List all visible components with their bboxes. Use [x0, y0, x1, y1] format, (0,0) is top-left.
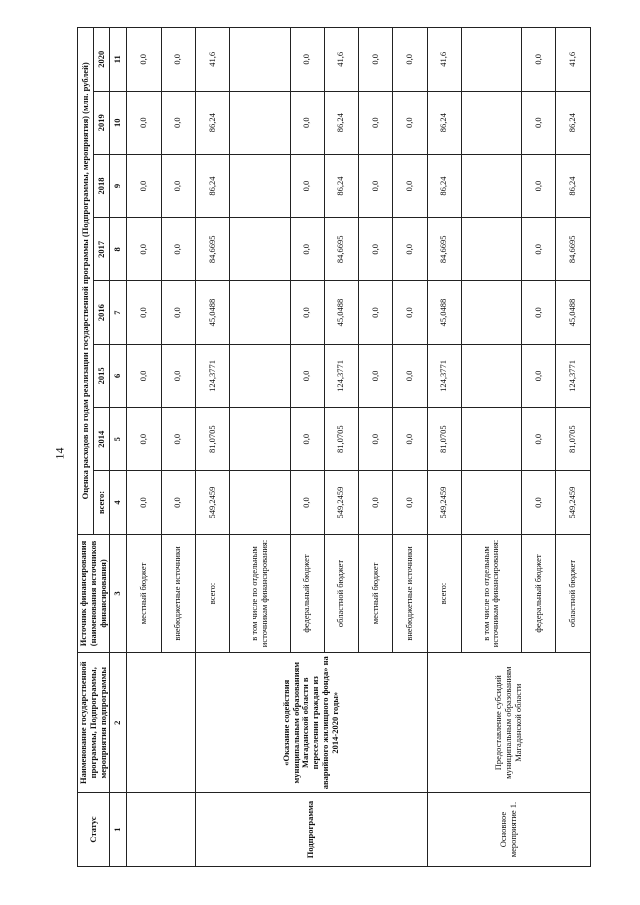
subprogram-status: Подпрограмма — [195, 793, 427, 867]
value-2015: 0,0 — [522, 344, 556, 407]
header-year: 2020 — [94, 28, 110, 92]
column-number: 9 — [110, 154, 127, 217]
value-2017: 84,6695 — [324, 218, 358, 281]
budget-table — [77, 27, 591, 867]
continued-status-cell — [127, 793, 196, 867]
value-total — [461, 471, 521, 534]
value-2019: 86,24 — [427, 91, 461, 154]
value-2018: 0,0 — [127, 154, 161, 217]
header-year: 2014 — [94, 408, 110, 471]
value-2020 — [461, 28, 521, 92]
value-2018 — [230, 154, 290, 217]
header-name: Наименование государственной программы, Подпрограммы, мероприятия подпрограммы — [78, 653, 110, 793]
value-2020: 0,0 — [161, 28, 195, 92]
value-2019 — [230, 91, 290, 154]
source-cell: внебюджетные источники — [161, 534, 195, 653]
value-2016: 45,0488 — [195, 281, 229, 344]
value-2016: 45,0488 — [556, 281, 590, 344]
table-row — [127, 28, 161, 867]
measure-status: Основное мероприятие 1. — [427, 793, 590, 867]
source-cell: в том числе по отдельным источникам финансирования: — [230, 534, 290, 653]
value-total: 549,2459 — [195, 471, 229, 534]
value-2014: 81,0705 — [195, 408, 229, 471]
source-cell: федеральный бюджет — [290, 534, 324, 653]
value-2018: 0,0 — [522, 154, 556, 217]
value-2014 — [230, 408, 290, 471]
value-2014: 81,0705 — [427, 408, 461, 471]
value-2018: 0,0 — [290, 154, 324, 217]
value-2018: 0,0 — [393, 154, 427, 217]
value-2015: 0,0 — [359, 344, 393, 407]
value-2017: 0,0 — [393, 218, 427, 281]
header-row-1 — [78, 28, 94, 867]
value-2018: 86,24 — [324, 154, 358, 217]
value-2016: 0,0 — [522, 281, 556, 344]
page-number: 14 — [52, 447, 67, 460]
value-2019: 0,0 — [127, 91, 161, 154]
value-2014 — [461, 408, 521, 471]
value-total: 0,0 — [127, 471, 161, 534]
value-2019: 86,24 — [324, 91, 358, 154]
value-total: 549,2459 — [324, 471, 358, 534]
value-2017 — [230, 218, 290, 281]
value-2020: 0,0 — [127, 28, 161, 92]
value-2017: 0,0 — [359, 218, 393, 281]
value-2014: 0,0 — [290, 408, 324, 471]
value-2014: 0,0 — [522, 408, 556, 471]
value-2018 — [461, 154, 521, 217]
value-2020: 0,0 — [359, 28, 393, 92]
value-2016: 0,0 — [290, 281, 324, 344]
value-2015: 0,0 — [127, 344, 161, 407]
header-year: 2017 — [94, 218, 110, 281]
value-2019: 86,24 — [195, 91, 229, 154]
value-2015 — [230, 344, 290, 407]
value-2018: 86,24 — [427, 154, 461, 217]
value-2015: 124,3771 — [556, 344, 590, 407]
column-number: 2 — [110, 653, 127, 793]
value-2016: 45,0488 — [427, 281, 461, 344]
value-2018: 86,24 — [556, 154, 590, 217]
value-2016: 0,0 — [161, 281, 195, 344]
value-2017: 84,6695 — [195, 218, 229, 281]
value-2016: 0,0 — [127, 281, 161, 344]
continued-name-cell — [127, 653, 196, 793]
column-number: 1 — [110, 793, 127, 867]
source-cell: федеральный бюджет — [522, 534, 556, 653]
source-cell: внебюджетные источники — [393, 534, 427, 653]
value-2017: 0,0 — [522, 218, 556, 281]
value-2019: 0,0 — [359, 91, 393, 154]
value-2020: 0,0 — [290, 28, 324, 92]
value-2015: 0,0 — [393, 344, 427, 407]
value-2016 — [461, 281, 521, 344]
value-2020: 41,6 — [556, 28, 590, 92]
header-total: всего: — [94, 471, 110, 534]
header-year: 2016 — [94, 281, 110, 344]
value-2017: 0,0 — [161, 218, 195, 281]
column-number: 10 — [110, 91, 127, 154]
table-row — [195, 28, 229, 867]
value-total: 0,0 — [161, 471, 195, 534]
column-number: 6 — [110, 344, 127, 407]
column-number: 5 — [110, 408, 127, 471]
value-2015: 124,3771 — [427, 344, 461, 407]
value-2014: 0,0 — [127, 408, 161, 471]
source-cell: всего: — [427, 534, 461, 653]
value-2017: 0,0 — [290, 218, 324, 281]
value-2019: 0,0 — [161, 91, 195, 154]
value-2019 — [461, 91, 521, 154]
value-2019: 86,24 — [556, 91, 590, 154]
header-year: 2015 — [94, 344, 110, 407]
rotated-table-wrapper — [77, 27, 584, 867]
value-2017: 84,6695 — [556, 218, 590, 281]
measure-name: Предоставление субсидий муниципальным образованиям Магаданской области — [427, 653, 590, 793]
column-number: 4 — [110, 471, 127, 534]
source-cell: областной бюджет — [556, 534, 590, 653]
source-cell: местный бюджет — [359, 534, 393, 653]
value-2017: 0,0 — [127, 218, 161, 281]
column-number: 7 — [110, 281, 127, 344]
value-2020: 0,0 — [393, 28, 427, 92]
source-cell: всего: — [195, 534, 229, 653]
header-estimate: Оценка расходов по годам реализации государственной программы (Подпрограммы, мероприятия) (млн. рублей) — [78, 28, 94, 535]
value-2014: 0,0 — [393, 408, 427, 471]
source-cell: областной бюджет — [324, 534, 358, 653]
value-2014: 81,0705 — [324, 408, 358, 471]
value-2016: 45,0488 — [324, 281, 358, 344]
value-total — [230, 471, 290, 534]
subprogram-name: «Оказание содействия муниципальным образованиям Магаданской области в переселении граждан из аварийного жилищного фонда» на 2014-2020 годы» — [195, 653, 427, 793]
header-year: 2019 — [94, 91, 110, 154]
header-status: Статус — [78, 793, 110, 867]
value-2015: 124,3771 — [195, 344, 229, 407]
value-2016 — [230, 281, 290, 344]
value-2018: 0,0 — [359, 154, 393, 217]
value-total: 0,0 — [290, 471, 324, 534]
value-2015: 124,3771 — [324, 344, 358, 407]
column-number: 11 — [110, 28, 127, 92]
header-source: Источник финансирования (наименования источников финансирования) — [78, 534, 110, 653]
value-2015: 0,0 — [290, 344, 324, 407]
value-2020: 41,6 — [324, 28, 358, 92]
value-2015: 0,0 — [161, 344, 195, 407]
value-2015 — [461, 344, 521, 407]
value-total: 549,2459 — [556, 471, 590, 534]
table-row — [427, 28, 461, 867]
value-2017 — [461, 218, 521, 281]
source-cell: местный бюджет — [127, 534, 161, 653]
value-2019: 0,0 — [522, 91, 556, 154]
table-area — [77, 27, 584, 867]
value-2016: 0,0 — [359, 281, 393, 344]
value-2016: 0,0 — [393, 281, 427, 344]
value-total: 549,2459 — [427, 471, 461, 534]
column-number-row — [110, 28, 127, 867]
value-2020: 41,6 — [195, 28, 229, 92]
column-number: 3 — [110, 534, 127, 653]
value-total: 0,0 — [393, 471, 427, 534]
value-2014: 0,0 — [359, 408, 393, 471]
value-2014: 81,0705 — [556, 408, 590, 471]
value-2020: 41,6 — [427, 28, 461, 92]
value-2017: 84,6695 — [427, 218, 461, 281]
value-total: 0,0 — [522, 471, 556, 534]
value-2018: 0,0 — [161, 154, 195, 217]
value-2020: 0,0 — [522, 28, 556, 92]
value-2018: 86,24 — [195, 154, 229, 217]
value-2020 — [230, 28, 290, 92]
value-2019: 0,0 — [393, 91, 427, 154]
column-number: 8 — [110, 218, 127, 281]
value-2014: 0,0 — [161, 408, 195, 471]
header-year: 2018 — [94, 154, 110, 217]
source-cell: в том числе по отдельным источникам финансирования: — [461, 534, 521, 653]
value-total: 0,0 — [359, 471, 393, 534]
value-2019: 0,0 — [290, 91, 324, 154]
